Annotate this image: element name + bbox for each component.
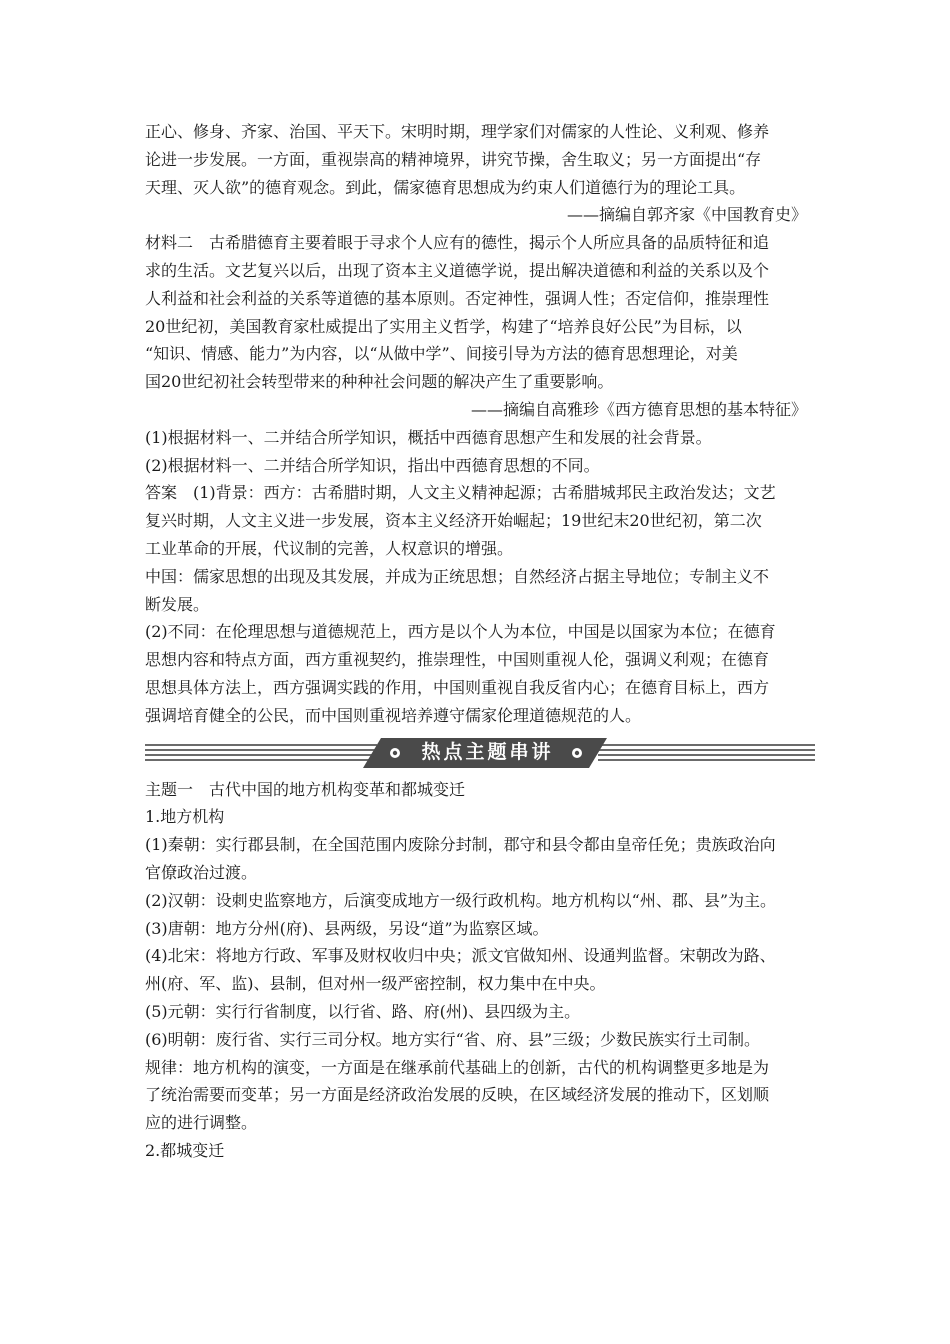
paragraph-line: 国20世纪初社会转型带来的种种社会问题的解决产生了重要影响。 bbox=[145, 372, 614, 392]
banner-stripes-right bbox=[598, 744, 815, 761]
paragraph-line: 正心、修身、齐家、治国、平天下。宋明时期，理学家们对儒家的人性论、义利观、修养 bbox=[145, 122, 770, 141]
answer-line: 答案 (1)背景：西方：古希腊时期，人文主义精神起源；古希腊城邦民主政治发达；文艺 bbox=[145, 483, 776, 503]
document-page bbox=[145, 118, 815, 1165]
paragraph-line: 天理、灭人欲”的德育观念。到此，儒家德育思想成为约束人们道德行为的理论工具。 bbox=[145, 177, 746, 197]
list-item: (1)秦朝：实行郡县制，在全国范围内废除分封制，郡守和县令都由皇帝任免；贵族政治向 bbox=[145, 835, 776, 855]
answer-line: 断发展。 bbox=[145, 594, 210, 614]
list-item: 应的进行调整。 bbox=[145, 1113, 258, 1133]
banner-stripes-left bbox=[145, 744, 377, 761]
paragraph-line: 人利益和社会利益的关系等道德的基本原则。否定神性，强调人性；否定信仰，推崇理性 bbox=[145, 288, 770, 308]
topic-section bbox=[145, 776, 815, 1165]
answer-line: 工业革命的开展，代议制的完善，人权意识的增强。 bbox=[145, 538, 514, 558]
list-item: (3)唐朝：地方分州(府)、县两级，另设“道”为监察区域。 bbox=[145, 918, 549, 938]
banner-title: 热点主题串讲 bbox=[421, 740, 554, 763]
citation-source: ——摘编自高雅珍《西方德育思想的基本特征》 bbox=[470, 399, 807, 419]
list-item: (5)元朝：实行行省制度，以行省、路、府(州)、县四级为主。 bbox=[145, 1001, 581, 1021]
paragraph-line: 材料二 古希腊德育主要着眼于寻求个人应有的德性，揭示个人所应具备的品质特征和追 bbox=[145, 233, 770, 253]
citation-source: ——摘编自郭齐家《中国教育史》 bbox=[566, 205, 807, 225]
list-item: 规律：地方机构的演变，一方面是在继承前代基础上的创新，古代的机构调整更多地是为 bbox=[145, 1057, 770, 1077]
paragraph-line: “知识、情感、能力”为内容，以“从做中学”、间接引导为方法的德育思想理论，对美 bbox=[145, 344, 738, 364]
answer-line: 思想内容和特点方面，西方重视契约，推崇理性，中国则重视人伦，强调义利观；在德育 bbox=[145, 650, 770, 670]
question-1: (1)根据材料一、二并结合所学知识，概括中西德育思想产生和发展的社会背景。 bbox=[145, 427, 712, 447]
subheading: 2.都城变迁 bbox=[145, 1140, 225, 1160]
list-item: (2)汉朝：设刺史监察地方，后演变成地方一级行政机构。地方机构以“州、郡、县”为主。 bbox=[145, 890, 777, 910]
answer-line: 中国：儒家思想的出现及其发展，并成为正统思想；自然经济占据主导地位；专制主义不 bbox=[145, 566, 770, 586]
answer-line: (2)不同：在伦理思想与道德规范上，西方是以个人为本位，中国是以国家为本位；在德育 bbox=[145, 622, 776, 642]
paragraph-line: 论进一步发展。一方面，重视崇高的精神境界，讲究节操，舍生取义；另一方面提出“存 bbox=[145, 149, 762, 169]
list-item: 州(府、军、监)、县制，但对州一级严密控制，权力集中在中央。 bbox=[145, 974, 606, 994]
text-block bbox=[145, 118, 815, 730]
question-2: (2)根据材料一、二并结合所学知识，指出中西德育思想的不同。 bbox=[145, 455, 600, 475]
paragraph-line: 20世纪初，美国教育家杜威提出了实用主义哲学，构建了“培养良好公民”为目标，以 bbox=[145, 316, 742, 336]
list-item: (6)明朝：废行省、实行三司分权。地方实行“省、府、县”三级；少数民族实行土司制。 bbox=[145, 1029, 761, 1049]
list-item: 官僚政治过渡。 bbox=[145, 862, 258, 882]
section-banner bbox=[145, 734, 815, 772]
list-item: 了统治需要而变革；另一方面是经济政治发展的反映，在区域经济发展的推动下，区划顺 bbox=[145, 1085, 770, 1105]
paragraph-line: 求的生活。文艺复兴以后，出现了资本主义道德学说，提出解决道德和利益的关系以及个 bbox=[145, 260, 770, 280]
topic-heading: 主题一 古代中国的地方机构变革和都城变迁 bbox=[145, 779, 466, 799]
subheading: 1.地方机构 bbox=[145, 807, 225, 827]
list-item: (4)北宋：将地方行政、军事及财权收归中央；派文官做知州、设通判监督。宋朝改为路、 bbox=[145, 946, 776, 966]
answer-line: 强调培育健全的公民，而中国则重视培养遵守儒家伦理道德规范的人。 bbox=[145, 705, 642, 725]
answer-line: 复兴时期，人文主义进一步发展，资本主义经济开始崛起；19世纪末20世纪初，第二次 bbox=[145, 511, 762, 531]
answer-line: 思想具体方法上，西方强调实践的作用，中国则重视自我反省内心；在德育目标上，西方 bbox=[145, 677, 770, 697]
